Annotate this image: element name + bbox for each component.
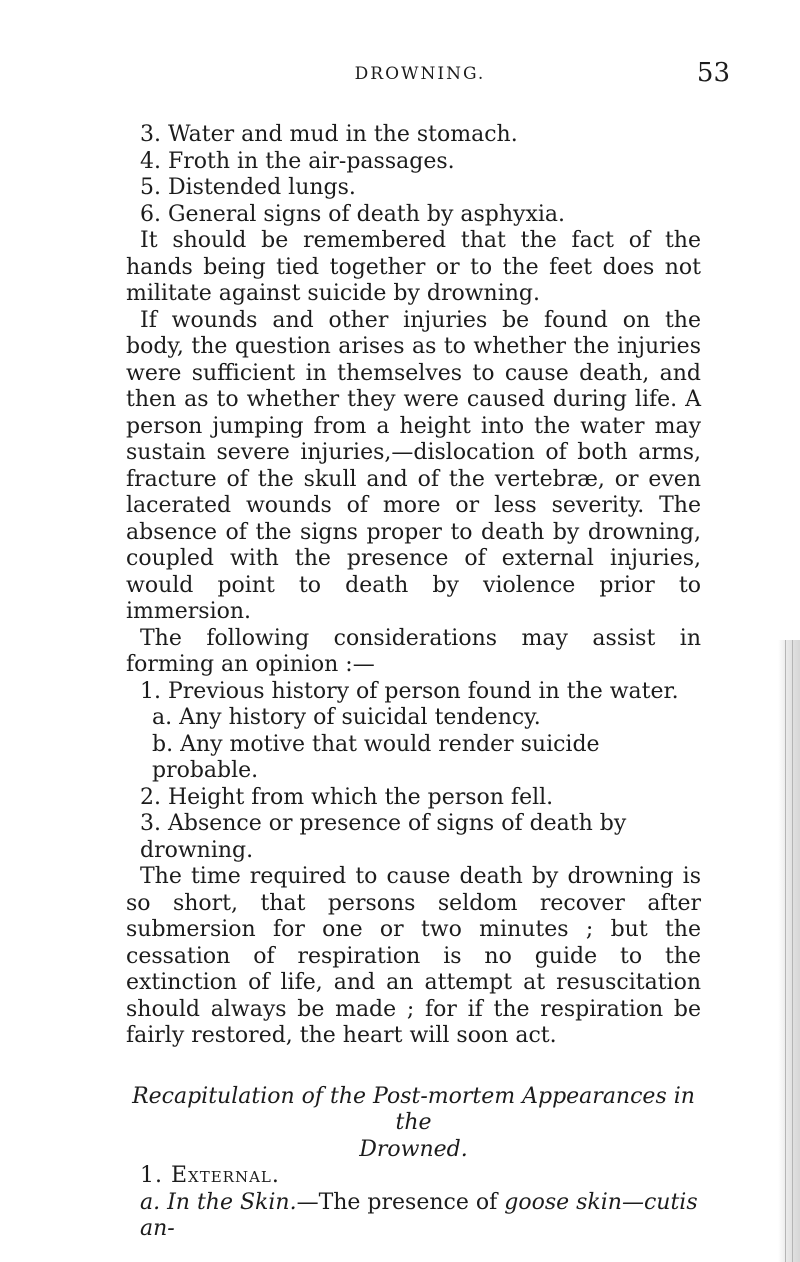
page-edge-line: [785, 640, 786, 1262]
body-text: [126, 122, 701, 1243]
consideration-item: 1. Previous history of person found in the water.: [140, 678, 679, 704]
paragraph-considerations: The following considerations may assist in forming an opinion :—: [126, 625, 701, 677]
consideration-item: 2. Height from which the person fell.: [140, 784, 554, 810]
sign-item: 5. Distended lungs.: [140, 175, 356, 200]
skin-paragraph: [126, 1190, 701, 1243]
skin-text: —The presence of: [296, 1189, 505, 1215]
recapitulation-heading-cont: Drowned.: [359, 1136, 468, 1162]
page-header: [110, 58, 730, 94]
recapitulation-heading: Recapitulation of the Post-mortem Appearances in the: [132, 1083, 695, 1135]
page-number: 53: [696, 58, 730, 88]
skin-lead: a. In the Skin.: [140, 1189, 297, 1215]
sign-item: 3. Water and mud in the stomach.: [140, 122, 518, 147]
paragraph-wounds: If wounds and other injuries be found on the body, the question arises as to whether the injuries were sufficient in themselves to cause death, and then as to whether they were caused during life. A person jumping from a height into the water may sustain severe injuries,—dislocation of both arms, fracture of the skull and of the vertebræ, or even lacerated wounds of more or less severity. The absence of the signs proper to death by drowning, coupled with the presence of external injuries, would point to death by violence prior to immersion.: [126, 307, 701, 624]
section-label-external: 1. External.: [140, 1163, 280, 1188]
skin-italic-term: goose skin—cutis an-: [140, 1189, 698, 1241]
consideration-subitem: a. Any history of suicidal tendency.: [152, 705, 541, 730]
paragraph-hands-tied: It should be remembered that the fact of the hands being tied together or to the feet does not militate against suicide by drowning.: [126, 228, 701, 306]
sign-item: 6. General signs of death by asphyxia.: [140, 201, 566, 227]
running-title: DROWNING.: [354, 64, 486, 84]
page-edge-shadow: [778, 640, 800, 1262]
sign-item: 4. Froth in the air-passages.: [140, 148, 455, 174]
page-edge-line: [792, 640, 793, 1262]
paragraph-time-required: The time required to cause death by drowning is so short, that persons seldom recover after submersion for one or two minutes ; but the cessation of respiration is no guide to the extinction of life, and an attempt at resuscitation should always be made ; for if the respiration be fairly restored, the heart will soon act.: [126, 864, 701, 1048]
consideration-item: 3. Absence or presence of signs of death by drowning.: [140, 811, 627, 863]
consideration-subitem: b. Any motive that would render suicide probable.: [152, 731, 600, 783]
